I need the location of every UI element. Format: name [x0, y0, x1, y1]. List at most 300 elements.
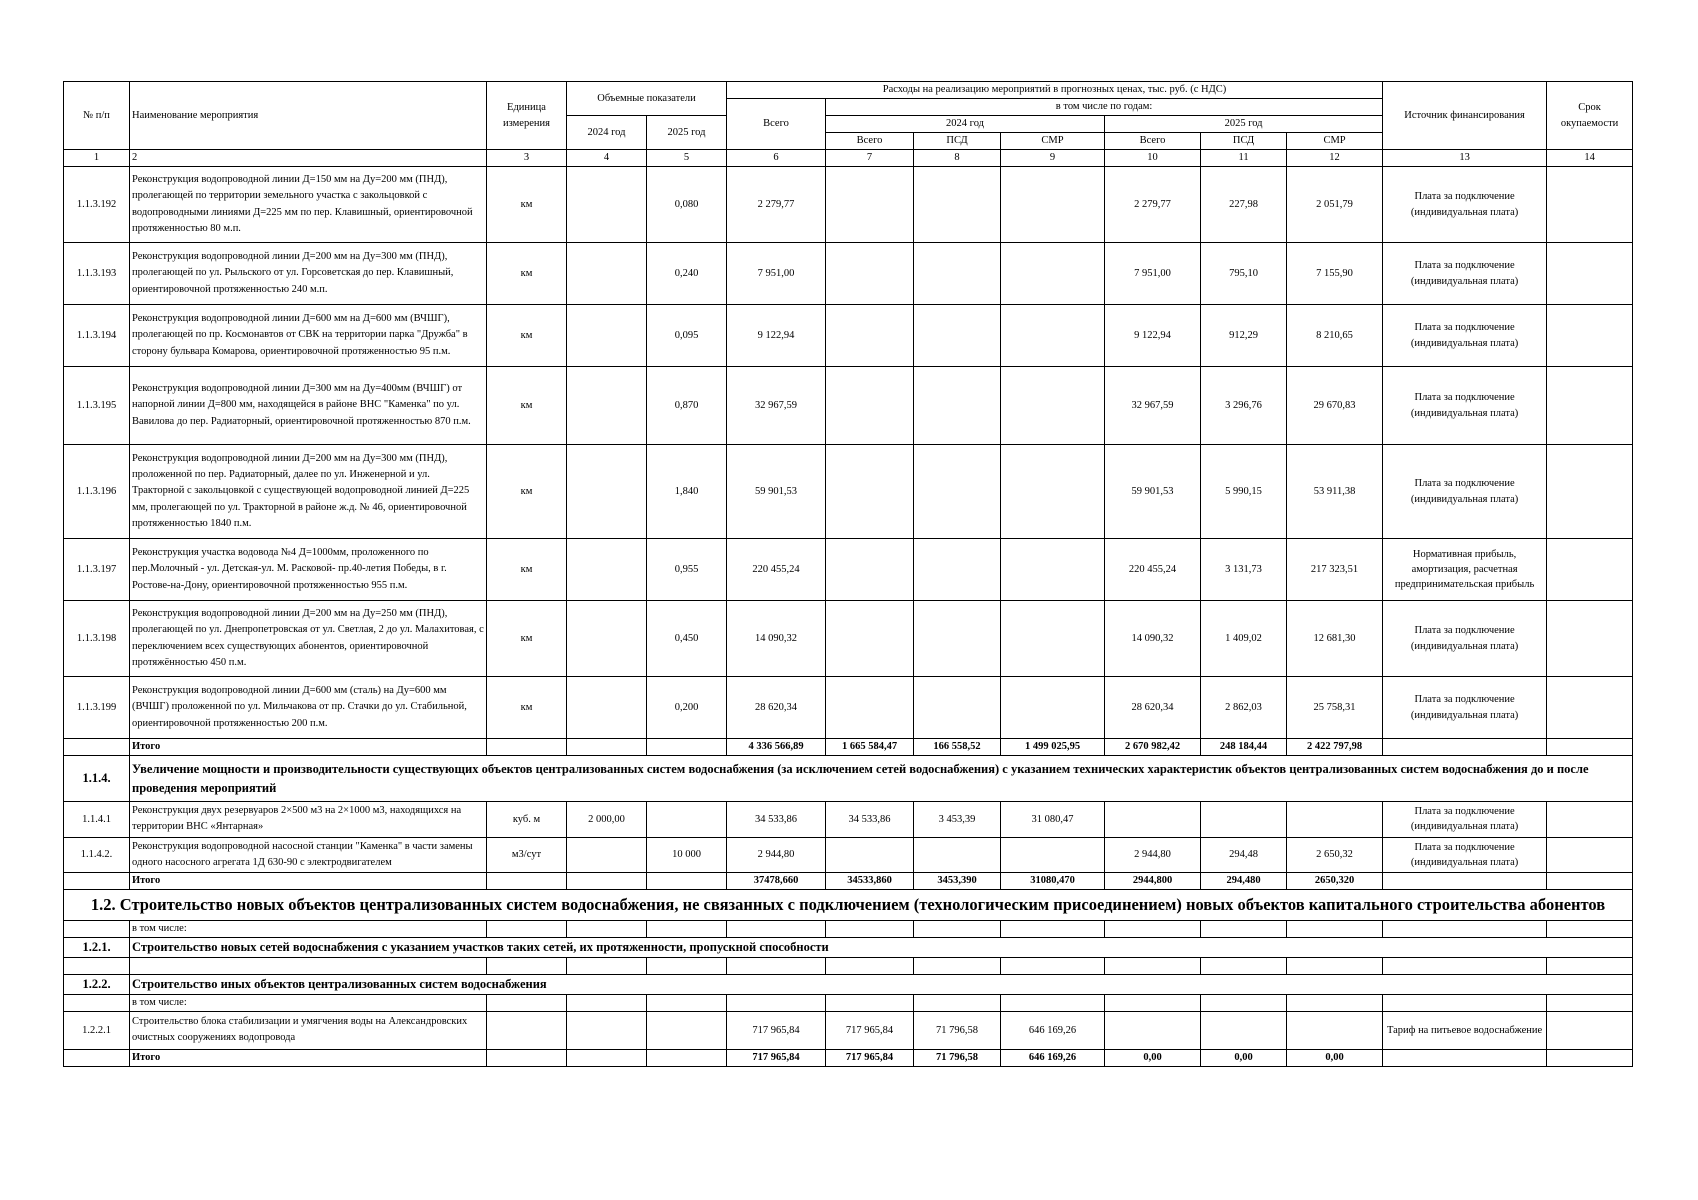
cell-empty: [914, 920, 1001, 937]
row-number: 1.1.3.193: [64, 243, 130, 305]
colnum: 3: [487, 150, 567, 167]
cell-empty: [130, 957, 487, 974]
section-12-header: [64, 890, 1633, 921]
row-2024-total: [826, 243, 914, 305]
row-2025-total: 9 122,94: [1105, 305, 1201, 367]
row-2024-psd: [914, 539, 1001, 601]
row-number: 1.1.4.2.: [64, 837, 130, 873]
row-2024-total: 717 965,84: [826, 1011, 914, 1049]
section-number: 1.2.1.: [64, 937, 130, 957]
row-source: Плата за подключение (индивидуальная плата): [1383, 677, 1547, 739]
row-payback: [1547, 305, 1633, 367]
header-by-years: в том числе по годам:: [826, 99, 1383, 116]
row-2025-psd: 227,98: [1201, 167, 1287, 243]
row-total: 7 951,00: [727, 243, 826, 305]
row-number: 1.1.3.199: [64, 677, 130, 739]
section-number: 1.2.2.: [64, 974, 130, 994]
colnum: 9: [1001, 150, 1105, 167]
row-unit: км: [487, 677, 567, 739]
total-2025: 2944,800: [1105, 873, 1201, 890]
cell-empty: [567, 873, 647, 890]
colnum: 2: [130, 150, 487, 167]
cell-empty: [1287, 920, 1383, 937]
cell-empty: [487, 994, 567, 1011]
row-2024-smr: [1001, 601, 1105, 677]
row-volume-2024: [567, 677, 647, 739]
row-volume-2025: 10 000: [647, 837, 727, 873]
row-name: Реконструкция водопроводной насосной станции "Каменка" в части замены одного насосного агрегата 1Д 630-90 с электродвигателем: [130, 837, 487, 873]
section-number: 1.1.4.: [64, 756, 130, 802]
cell-empty: [647, 920, 727, 937]
row-volume-2025: 0,450: [647, 601, 727, 677]
row-source: Плата за подключение (индивидуальная плата): [1383, 167, 1547, 243]
row-volume-2024: 2 000,00: [567, 802, 647, 838]
row-source: Нормативная прибыль, амортизация, расчетная предпринимательская прибыль: [1383, 539, 1547, 601]
row-2025-smr: [1287, 1011, 1383, 1049]
row-2025-smr: 8 210,65: [1287, 305, 1383, 367]
row-2025-smr: 25 758,31: [1287, 677, 1383, 739]
row-total: 32 967,59: [727, 367, 826, 445]
header-total: Всего: [727, 99, 826, 150]
header-row-1: [64, 82, 1633, 99]
cell-empty: [567, 920, 647, 937]
row-volume-2024: [567, 445, 647, 539]
colnum: 8: [914, 150, 1001, 167]
cell-empty: [914, 994, 1001, 1011]
row-number: 1.1.3.198: [64, 601, 130, 677]
cell-empty: [64, 957, 130, 974]
row-unit: м3/сут: [487, 837, 567, 873]
row-2024-total: [826, 601, 914, 677]
cell-empty: [567, 1049, 647, 1066]
section-122-header: [64, 974, 1633, 994]
row-2024-psd: [914, 305, 1001, 367]
row-unit: км: [487, 167, 567, 243]
cell-empty: [647, 739, 727, 756]
row-2025-total: [1105, 1011, 1201, 1049]
row-2024-smr: 646 169,26: [1001, 1011, 1105, 1049]
row-unit: [487, 1011, 567, 1049]
row-2025-psd: 5 990,15: [1201, 445, 1287, 539]
row-2025-total: 32 967,59: [1105, 367, 1201, 445]
header-2024-smr: СМР: [1001, 133, 1105, 150]
cell-empty: [1201, 920, 1287, 937]
row-2024-smr: [1001, 677, 1105, 739]
row-name: Реконструкция водопроводной линии Д=200 мм на Ду=250 мм (ПНД), пролегающей по ул. Днепропетровская от ул. Светлая, 2 до ул. Малахитовая, с переключением всех существующих абонентов, ориентировочной протяжённостью 450 п.м.: [130, 601, 487, 677]
row-2025-total: 220 455,24: [1105, 539, 1201, 601]
total-2025-smr: 2 422 797,98: [1287, 739, 1383, 756]
row-source: Плата за подключение (индивидуальная плата): [1383, 802, 1547, 838]
row-volume-2025: 0,200: [647, 677, 727, 739]
row-payback: [1547, 837, 1633, 873]
total-2024-psd: 71 796,58: [914, 1049, 1001, 1066]
table-row: [64, 837, 1633, 873]
total-2025: 2 670 982,42: [1105, 739, 1201, 756]
row-volume-2024: [567, 1011, 647, 1049]
cell-empty: [914, 957, 1001, 974]
row-payback: [1547, 445, 1633, 539]
header-payback: Срок окупаемости: [1547, 82, 1633, 150]
total-2024: 717 965,84: [826, 1049, 914, 1066]
row-2024-total: [826, 539, 914, 601]
total-2024: 34533,860: [826, 873, 914, 890]
row-2025-total: 14 090,32: [1105, 601, 1201, 677]
total-2024-smr: 1 499 025,95: [1001, 739, 1105, 756]
row-2025-psd: [1201, 802, 1287, 838]
colnum: 14: [1547, 150, 1633, 167]
cell-empty: [1105, 920, 1201, 937]
row-source: Плата за подключение (индивидуальная плата): [1383, 601, 1547, 677]
section-12-title: 1.2. Строительство новых объектов централизованных систем водоснабжения, не связанных с подключением (технологическим присоединением) новых объектов капитального строительства абонентов: [64, 890, 1633, 921]
row-2025-total: 59 901,53: [1105, 445, 1201, 539]
row-2025-total: 28 620,34: [1105, 677, 1201, 739]
row-number: 1.1.3.192: [64, 167, 130, 243]
cell-empty: [1383, 994, 1547, 1011]
row-payback: [1547, 167, 1633, 243]
table-row: [64, 167, 1633, 243]
header-2024-psd: ПСД: [914, 133, 1001, 150]
header-year-2025: 2025 год: [1105, 116, 1383, 133]
row-2025-psd: 795,10: [1201, 243, 1287, 305]
including-row-1: [64, 920, 1633, 937]
row-2024-psd: 71 796,58: [914, 1011, 1001, 1049]
total-2025-psd: 248 184,44: [1201, 739, 1287, 756]
row-total: 14 090,32: [727, 601, 826, 677]
section-114-header: [64, 756, 1633, 802]
cell-empty: [1547, 1049, 1633, 1066]
row-2024-smr: [1001, 445, 1105, 539]
cell-empty: [487, 957, 567, 974]
empty-row: [64, 957, 1633, 974]
row-volume-2024: [567, 243, 647, 305]
cell-empty: [1287, 957, 1383, 974]
row-volume-2025: 0,240: [647, 243, 727, 305]
cell-empty: [647, 873, 727, 890]
header-unit: Единица измерения: [487, 82, 567, 150]
row-total: 220 455,24: [727, 539, 826, 601]
total-2025: 0,00: [1105, 1049, 1201, 1066]
total-2024-psd: 166 558,52: [914, 739, 1001, 756]
table-row: [64, 802, 1633, 838]
table-row: [64, 677, 1633, 739]
total-row-122: [64, 1049, 1633, 1066]
table-row: [64, 539, 1633, 601]
cell-empty: [1201, 957, 1287, 974]
cell-empty: [487, 1049, 567, 1066]
row-total: 28 620,34: [727, 677, 826, 739]
header-source: Источник финансирования: [1383, 82, 1547, 150]
row-unit: км: [487, 539, 567, 601]
cell-empty: [567, 957, 647, 974]
row-2025-psd: 294,48: [1201, 837, 1287, 873]
row-volume-2025: 1,840: [647, 445, 727, 539]
cell-empty: [567, 994, 647, 1011]
total-row-114: [64, 873, 1633, 890]
section-113-rows: [64, 167, 1633, 739]
row-source: Плата за подключение (индивидуальная плата): [1383, 367, 1547, 445]
row-volume-2025: 0,095: [647, 305, 727, 367]
row-source: Плата за подключение (индивидуальная плата): [1383, 305, 1547, 367]
header-2025-smr: СМР: [1287, 133, 1383, 150]
row-volume-2024: [567, 837, 647, 873]
row-2025-psd: 1 409,02: [1201, 601, 1287, 677]
total-2025-psd: 294,480: [1201, 873, 1287, 890]
colnum: 7: [826, 150, 914, 167]
total-2025-smr: 2650,320: [1287, 873, 1383, 890]
cell-empty: [1547, 920, 1633, 937]
cell-empty: [567, 739, 647, 756]
row-source: Тариф на питьевое водоснабжение: [1383, 1011, 1547, 1049]
total-2025-psd: 0,00: [1201, 1049, 1287, 1066]
row-name: Реконструкция водопроводной линии Д=200 мм на Ду=300 мм (ПНД), проложенной по пер. Радиаторный, далее по ул. Инженерной и ул. Тракторной с закольцовкой с существующей водопроводной линией Д=225 мм, пролегающей по ул. Тракторной в районе ж.д. № 46, ориентировочной протяженностью 1840 п.м.: [130, 445, 487, 539]
row-volume-2025: [647, 1011, 727, 1049]
row-source: Плата за подключение (индивидуальная плата): [1383, 445, 1547, 539]
total-2024: 1 665 584,47: [826, 739, 914, 756]
row-2025-psd: 3 131,73: [1201, 539, 1287, 601]
cell-empty: [727, 920, 826, 937]
including-label: в том числе:: [130, 920, 487, 937]
row-source: Плата за подключение (индивидуальная плата): [1383, 243, 1547, 305]
total-label: Итого: [130, 739, 487, 756]
header-2024-total: Всего: [826, 133, 914, 150]
row-payback: [1547, 802, 1633, 838]
cell-empty: [64, 1049, 130, 1066]
row-2024-psd: [914, 167, 1001, 243]
row-number: 1.1.3.197: [64, 539, 130, 601]
row-2025-smr: 29 670,83: [1287, 367, 1383, 445]
table-row: [64, 1011, 1633, 1049]
cell-empty: [1383, 920, 1547, 937]
row-2024-smr: [1001, 305, 1105, 367]
row-payback: [1547, 243, 1633, 305]
row-volume-2025: 0,080: [647, 167, 727, 243]
row-2025-psd: 3 296,76: [1201, 367, 1287, 445]
total-all: 37478,660: [727, 873, 826, 890]
row-unit: км: [487, 243, 567, 305]
cell-empty: [64, 873, 130, 890]
row-name: Реконструкция водопроводной линии Д=200 мм на Ду=300 мм (ПНД), пролегающей по ул. Рыльского от ул. Горсоветская до пер. Клавишный, ориентировочной протяженностью 240 м.п.: [130, 243, 487, 305]
cell-empty: [1001, 994, 1105, 1011]
total-2024-smr: 31080,470: [1001, 873, 1105, 890]
row-2024-total: 34 533,86: [826, 802, 914, 838]
row-2025-smr: [1287, 802, 1383, 838]
cell-empty: [1547, 873, 1633, 890]
row-total: 34 533,86: [727, 802, 826, 838]
colnum: 4: [567, 150, 647, 167]
row-total: 9 122,94: [727, 305, 826, 367]
cell-empty: [64, 739, 130, 756]
row-2025-smr: 217 323,51: [1287, 539, 1383, 601]
row-name: Реконструкция водопроводной линии Д=600 мм на Д=600 мм (ВЧШГ), пролегающей по пр. Космонавтов от СВК на территории парка "Дружба" в сторону бульвара Комарова, ориентировочной протяженностью 95 п.м.: [130, 305, 487, 367]
section-121-header: [64, 937, 1633, 957]
row-name: Реконструкция двух резервуаров 2×500 м3 на 2×1000 м3, находящихся на территории ВНС «Янтарная»: [130, 802, 487, 838]
row-volume-2025: 0,955: [647, 539, 727, 601]
cell-empty: [727, 957, 826, 974]
row-total: 2 279,77: [727, 167, 826, 243]
row-2025-psd: [1201, 1011, 1287, 1049]
row-total: 59 901,53: [727, 445, 826, 539]
cell-empty: [64, 994, 130, 1011]
row-2025-smr: 2 051,79: [1287, 167, 1383, 243]
table-row: [64, 601, 1633, 677]
cell-empty: [64, 920, 130, 937]
total-row-113: [64, 739, 1633, 756]
row-2024-smr: [1001, 539, 1105, 601]
row-2024-total: [826, 367, 914, 445]
section-title: Строительство новых сетей водоснабжения с указанием участков таких сетей, их протяженности, пропускной способности: [130, 937, 1633, 957]
row-unit: км: [487, 367, 567, 445]
row-2025-psd: 912,29: [1201, 305, 1287, 367]
row-payback: [1547, 367, 1633, 445]
row-number: 1.2.2.1: [64, 1011, 130, 1049]
row-2024-smr: 31 080,47: [1001, 802, 1105, 838]
row-name: Реконструкция водопроводной линии Д=300 мм на Ду=400мм (ВЧШГ) от напорной линии Д=800 мм, находящейся в районе ВНС "Каменка" по ул. Вавилова до пер. Радиаторный, ориентировочной протяженностью 870 п.м.: [130, 367, 487, 445]
cell-empty: [1001, 957, 1105, 974]
row-name: Реконструкция водопроводной линии Д=600 мм (сталь) на Ду=600 мм (ВЧШГ) проложенной по ул. Мильчакова от пр. Стачки до ул. Стабильной, ориентировочной протяженностью 200 п.м.: [130, 677, 487, 739]
total-2024-psd: 3453,390: [914, 873, 1001, 890]
row-unit: куб. м: [487, 802, 567, 838]
total-2024-smr: 646 169,26: [1001, 1049, 1105, 1066]
row-name: Реконструкция водопроводной линии Д=150 мм на Ду=200 мм (ПНД), пролегающей по территории земельного участка с закольцовкой с водопроводными линиями Д=225 мм по пер. Клавишный, ориентировочной протяженностью 80 м.п.: [130, 167, 487, 243]
cell-empty: [727, 994, 826, 1011]
row-2024-smr: [1001, 243, 1105, 305]
column-numbers-row: [64, 150, 1633, 167]
row-unit: км: [487, 305, 567, 367]
cell-empty: [1105, 957, 1201, 974]
table-row: [64, 243, 1633, 305]
cell-empty: [1383, 1049, 1547, 1066]
header-name: Наименование мероприятия: [130, 82, 487, 150]
colnum: 11: [1201, 150, 1287, 167]
row-2024-smr: [1001, 167, 1105, 243]
row-2024-smr: [1001, 367, 1105, 445]
row-volume-2024: [567, 367, 647, 445]
row-2025-smr: 2 650,32: [1287, 837, 1383, 873]
table-row: [64, 367, 1633, 445]
row-number: 1.1.3.195: [64, 367, 130, 445]
row-2024-psd: [914, 601, 1001, 677]
row-name: Реконструкция участка водовода №4 Д=1000мм, проложенного по пер.Молочный - ул. Детская-ул. М. Расковой- пр.40-летия Победы, в г. Ростове-на-Дону, ориентировочной протяженностью 955 п.м.: [130, 539, 487, 601]
cell-empty: [1547, 957, 1633, 974]
colnum: 12: [1287, 150, 1383, 167]
row-2024-total: [826, 167, 914, 243]
including-row-2: [64, 994, 1633, 1011]
cell-empty: [647, 994, 727, 1011]
colnum: 10: [1105, 150, 1201, 167]
row-2024-smr: [1001, 837, 1105, 873]
row-2025-psd: 2 862,03: [1201, 677, 1287, 739]
row-2024-psd: [914, 677, 1001, 739]
total-all: 4 336 566,89: [727, 739, 826, 756]
header-vol-2024: 2024 год: [567, 116, 647, 150]
row-2024-psd: [914, 837, 1001, 873]
colnum: 6: [727, 150, 826, 167]
cell-empty: [647, 1049, 727, 1066]
colnum: 1: [64, 150, 130, 167]
cell-empty: [487, 920, 567, 937]
row-2024-psd: [914, 445, 1001, 539]
row-number: 1.1.4.1: [64, 802, 130, 838]
total-2025-smr: 0,00: [1287, 1049, 1383, 1066]
cell-empty: [826, 920, 914, 937]
colnum: 5: [647, 150, 727, 167]
cell-empty: [1201, 994, 1287, 1011]
row-2025-total: [1105, 802, 1201, 838]
row-total: 2 944,80: [727, 837, 826, 873]
cell-empty: [1547, 739, 1633, 756]
row-total: 717 965,84: [727, 1011, 826, 1049]
row-2024-total: [826, 305, 914, 367]
total-label: Итого: [130, 1049, 487, 1066]
row-volume-2025: [647, 802, 727, 838]
row-unit: км: [487, 601, 567, 677]
row-number: 1.1.3.194: [64, 305, 130, 367]
row-2025-total: 7 951,00: [1105, 243, 1201, 305]
colnum: 13: [1383, 150, 1547, 167]
header-vol-2025: 2025 год: [647, 116, 727, 150]
cell-empty: [1105, 994, 1201, 1011]
section-114-rows: [64, 802, 1633, 873]
row-number: 1.1.3.196: [64, 445, 130, 539]
row-2024-total: [826, 677, 914, 739]
including-label: в том числе:: [130, 994, 487, 1011]
row-2024-total: [826, 445, 914, 539]
cell-empty: [1001, 920, 1105, 937]
row-volume-2024: [567, 539, 647, 601]
table-row: [64, 305, 1633, 367]
header-costs: Расходы на реализацию мероприятий в прогнозных ценах, тыс. руб. (с НДС): [727, 82, 1383, 99]
total-all: 717 965,84: [727, 1049, 826, 1066]
cell-empty: [647, 957, 727, 974]
row-volume-2024: [567, 601, 647, 677]
cell-empty: [1547, 994, 1633, 1011]
header-volume: Объемные показатели: [567, 82, 727, 116]
header-year-2024: 2024 год: [826, 116, 1105, 133]
investment-program-table: [63, 81, 1633, 1067]
header-2025-total: Всего: [1105, 133, 1201, 150]
cell-empty: [1287, 994, 1383, 1011]
row-volume-2024: [567, 167, 647, 243]
row-payback: [1547, 677, 1633, 739]
row-source: Плата за подключение (индивидуальная плата): [1383, 837, 1547, 873]
cell-empty: [487, 873, 567, 890]
cell-empty: [826, 994, 914, 1011]
row-2024-psd: [914, 367, 1001, 445]
row-2025-smr: 53 911,38: [1287, 445, 1383, 539]
row-payback: [1547, 539, 1633, 601]
section-title: Строительство иных объектов централизованных систем водоснабжения: [130, 974, 1633, 994]
row-2024-psd: [914, 243, 1001, 305]
row-2025-smr: 12 681,30: [1287, 601, 1383, 677]
cell-empty: [1383, 739, 1547, 756]
header-num: № п/п: [64, 82, 130, 150]
row-volume-2024: [567, 305, 647, 367]
row-2025-total: 2 279,77: [1105, 167, 1201, 243]
row-volume-2025: 0,870: [647, 367, 727, 445]
row-payback: [1547, 601, 1633, 677]
row-2025-smr: 7 155,90: [1287, 243, 1383, 305]
table-row: [64, 445, 1633, 539]
row-2024-psd: 3 453,39: [914, 802, 1001, 838]
cell-empty: [826, 957, 914, 974]
row-payback: [1547, 1011, 1633, 1049]
row-unit: км: [487, 445, 567, 539]
row-2024-total: [826, 837, 914, 873]
cell-empty: [1383, 873, 1547, 890]
section-title: Увеличение мощности и производительности существующих объектов централизованных систем водоснабжения (за исключением сетей водоснабжения) с указанием технических характеристик объектов централизованных систем водоснабжения до и после проведения мероприятий: [130, 756, 1633, 802]
total-label: Итого: [130, 873, 487, 890]
row-name: Строительство блока стабилизации и умягчения воды на Александровских очистных сооружениях водопровода: [130, 1011, 487, 1049]
